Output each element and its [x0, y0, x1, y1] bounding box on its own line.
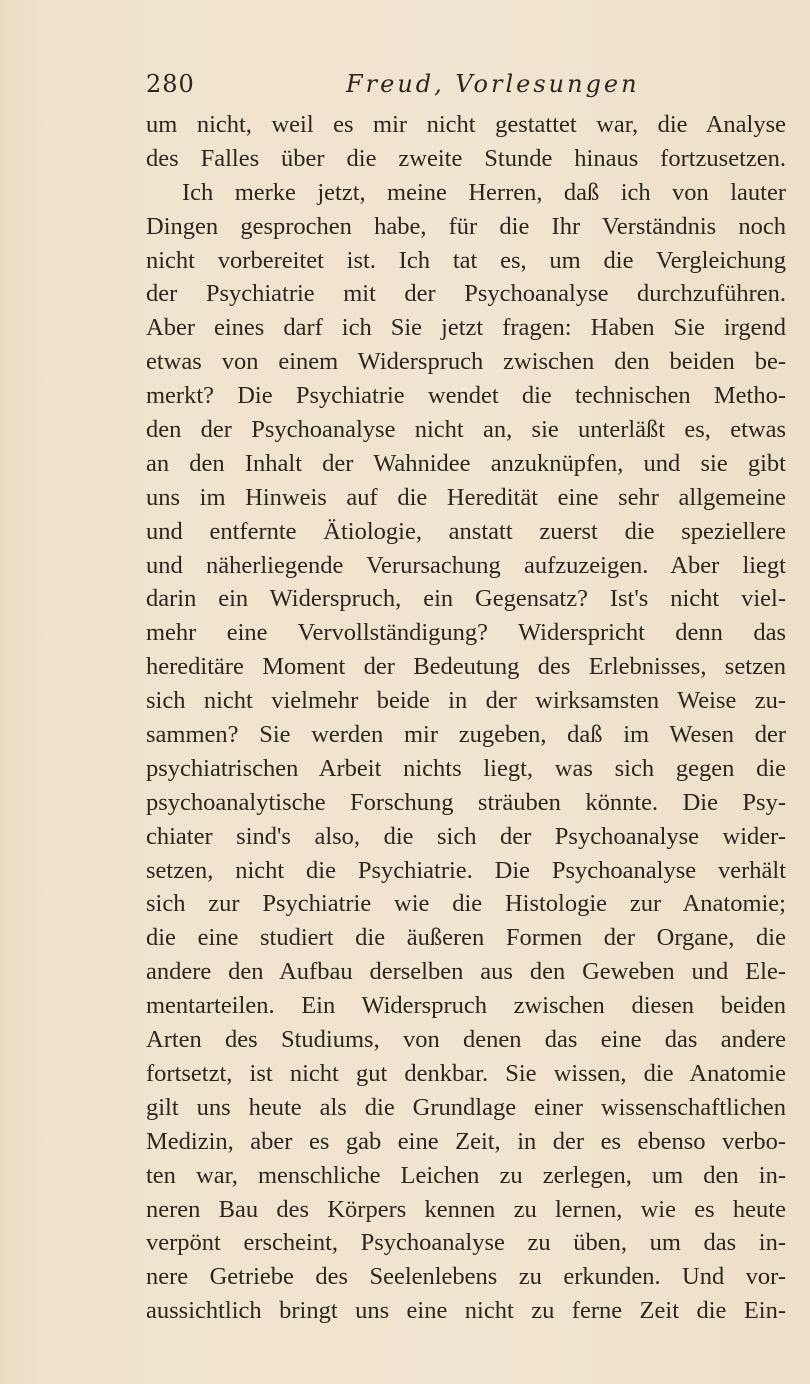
text-line: sammen? Sie werden mir zugeben, daß im Wesen der: [146, 721, 786, 749]
text-line: hereditäre Moment der Bedeutung des Erlebnisses, setzen: [146, 653, 786, 681]
text-line: den der Psychoanalyse nicht an, sie unterläßt es, etwas: [146, 416, 786, 444]
text-line: des Falles über die zweite Stunde hinaus fortzusetzen.: [146, 144, 786, 172]
text-line: uns im Hinweis auf die Heredität eine sehr allgemeine: [146, 483, 786, 511]
text-line: sich zur Psychiatrie wie die Histologie zur Anatomie;: [146, 890, 786, 918]
text-line: verpönt erscheint, Psychoanalyse zu üben, um das in-: [146, 1229, 786, 1257]
text-line: der Psychiatrie mit der Psychoanalyse durchzuführen.: [146, 280, 786, 308]
page-number: 280: [146, 70, 195, 98]
text-line: psychiatrischen Arbeit nichts liegt, was sich gegen die: [146, 754, 786, 782]
running-title: Freud, Vorlesungen: [346, 70, 640, 98]
text-line: andere den Aufbau derselben aus den Geweben und Ele-: [146, 958, 786, 986]
text-line: Ich merke jetzt, meine Herren, daß ich von lauter: [182, 178, 786, 206]
text-line: Arten des Studiums, von denen das eine das andere: [146, 1026, 786, 1054]
text-line: sich nicht vielmehr beide in der wirksamsten Weise zu-: [146, 687, 786, 715]
text-line: chiater sind's also, die sich der Psychoanalyse wider-: [146, 822, 786, 850]
text-line: Aber eines darf ich Sie jetzt fragen: Haben Sie irgend: [146, 314, 786, 342]
text-line: Medizin, aber es gab eine Zeit, in der es ebenso verbo-: [146, 1127, 786, 1155]
text-line: und näherliegende Verursachung aufzuzeigen. Aber liegt: [146, 551, 786, 579]
page-header: [146, 66, 786, 102]
body-text: [146, 108, 786, 1328]
text-line: an den Inhalt der Wahnidee anzuknüpfen, und sie gibt: [146, 449, 786, 477]
text-line: darin ein Widerspruch, ein Gegensatz? Ist's nicht viel-: [146, 585, 786, 613]
text-line: aussichtlich bringt uns eine nicht zu ferne Zeit die Ein-: [146, 1297, 786, 1325]
text-line: neren Bau des Körpers kennen zu lernen, wie es heute: [146, 1195, 786, 1223]
text-line: ten war, menschliche Leichen zu zerlegen, um den in-: [146, 1161, 786, 1189]
text-line: Dingen gesprochen habe, für die Ihr Verständnis noch: [146, 212, 786, 240]
text-line: gilt uns heute als die Grundlage einer wissenschaftlichen: [146, 1093, 786, 1121]
text-line: nere Getriebe des Seelenlebens zu erkunden. Und vor-: [146, 1263, 786, 1291]
text-line: setzen, nicht die Psychiatrie. Die Psychoanalyse verhält: [146, 856, 786, 884]
text-line: etwas von einem Widerspruch zwischen den beiden be-: [146, 348, 786, 376]
text-line: mehr eine Vervollständigung? Widerspricht denn das: [146, 619, 786, 647]
text-line: um nicht, weil es mir nicht gestattet war, die Analyse: [146, 111, 786, 138]
text-line: fortsetzt, ist nicht gut denkbar. Sie wissen, die Anatomie: [146, 1059, 786, 1087]
text-line: die eine studiert die äußeren Formen der Organe, die: [146, 924, 786, 952]
text-line: merkt? Die Psychiatrie wendet die technischen Metho-: [146, 382, 786, 410]
text-line: psychoanalytische Forschung sträuben könnte. Die Psy-: [146, 788, 786, 816]
text-line: nicht vorbereitet ist. Ich tat es, um die Vergleichung: [146, 246, 786, 274]
text-line: und entfernte Ätiologie, anstatt zuerst die speziellere: [146, 517, 786, 545]
text-line: mentarteilen. Ein Widerspruch zwischen diesen beiden: [146, 992, 786, 1020]
